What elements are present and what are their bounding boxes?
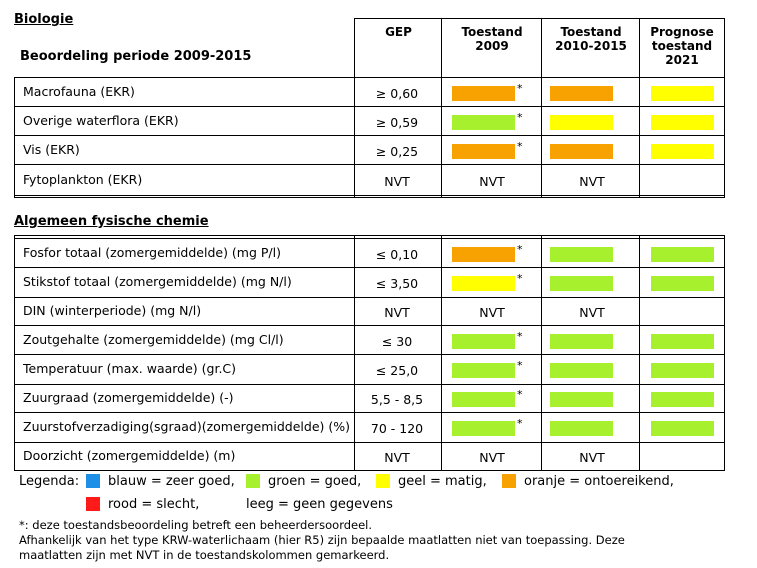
legend-red-swatch: [86, 497, 100, 511]
beheerdersoordeel-star: *: [517, 242, 523, 256]
t2009-status-bar: [452, 276, 515, 291]
p2021-status-bar: [651, 144, 714, 159]
legend-red-text: rood = slecht,: [108, 497, 200, 512]
beheerdersoordeel-star: *: [517, 81, 523, 95]
p2021-status-bar: [651, 115, 714, 130]
grid-vline: [14, 235, 15, 471]
grid-hline: [14, 238, 725, 239]
gep-value: ≥ 0,59: [375, 114, 419, 130]
legend-title: Legenda:: [19, 474, 80, 489]
beheerdersoordeel-star: *: [517, 110, 523, 124]
grid-vline: [441, 235, 442, 471]
gep-value: NVT: [384, 450, 410, 465]
t2010-status-bar: [550, 115, 613, 130]
grid-hline: [14, 384, 725, 385]
gep-value: ≤ 30: [381, 333, 413, 349]
biologie-section-title: Biologie: [14, 12, 74, 27]
t2009-nvt: NVT: [479, 305, 505, 320]
legend-blue-text: blauw = zeer goed,: [108, 474, 235, 489]
grid-hline: [14, 325, 725, 326]
grid-hline: [14, 164, 725, 165]
row-label: Fosfor totaal (zomergemiddelde) (mg P/l): [23, 244, 281, 260]
gep-value: 70 - 120: [370, 421, 424, 436]
grid-hline: [14, 135, 725, 136]
t2010-status-bar: [550, 86, 613, 101]
t2010-nvt: NVT: [579, 173, 605, 189]
t2009-status-bar: [452, 363, 515, 378]
row-label: DIN (winterperiode) (mg N/l): [23, 303, 202, 318]
grid-hline: [14, 77, 725, 78]
chemie-section-title: Algemeen fysische chemie: [14, 214, 209, 229]
t2010-status-bar: [550, 363, 613, 378]
grid-vline: [724, 235, 725, 471]
grid-hline: [14, 442, 725, 443]
legend-green-text: groen = goed,: [268, 474, 362, 489]
grid-hline: [14, 470, 725, 471]
row-label: Doorzicht (zomergemiddelde) (m): [23, 448, 236, 463]
legend-blue-swatch: [86, 474, 100, 488]
p2021-status-bar: [651, 276, 714, 291]
p2021-status-bar: [651, 392, 714, 407]
t2009-status-bar: [452, 144, 515, 159]
row-label: Zoutgehalte (zomergemiddelde) (mg Cl/l): [23, 331, 284, 347]
header-prognose-2021: Prognose toestand 2021: [650, 25, 714, 67]
gep-value: ≤ 0,10: [375, 246, 419, 262]
beheerdersoordeel-star: *: [517, 388, 523, 401]
t2009-status-bar: [452, 115, 515, 130]
gep-value: NVT: [384, 305, 410, 320]
grid-hline: [14, 354, 725, 355]
legend-green-swatch: [246, 474, 260, 488]
grid-hline: [14, 106, 725, 107]
t2009-status-bar: [452, 334, 515, 349]
row-label: Temperatuur (max. waarde) (gr.C): [23, 361, 237, 376]
legend-yellow-text: geel = matig,: [398, 474, 487, 489]
p2021-status-bar: [651, 363, 714, 378]
gep-value: NVT: [384, 173, 410, 189]
grid-vline: [639, 18, 640, 198]
grid-hline: [354, 18, 725, 19]
row-label: Stikstof totaal (zomergemiddelde) (mg N/l): [23, 274, 292, 289]
gep-value: ≥ 0,25: [375, 143, 419, 159]
row-label: Zuurstofverzadiging(sgraad)(zomergemiddelde) (%): [23, 419, 351, 434]
legend-orange-swatch: [502, 474, 516, 488]
biologie-subtitle: Beoordeling periode 2009-2015: [20, 49, 252, 64]
row-label: Overige waterflora (EKR): [23, 112, 179, 128]
row-label: Vis (EKR): [23, 141, 80, 157]
p2021-status-bar: [651, 421, 714, 436]
gep-value: 5,5 - 8,5: [370, 392, 424, 407]
grid-vline: [541, 235, 542, 471]
t2009-nvt: NVT: [479, 173, 505, 189]
beheerdersoordeel-star: *: [517, 329, 523, 343]
row-label: Macrofauna (EKR): [23, 83, 135, 99]
p2021-status-bar: [651, 247, 714, 262]
legend-empty-text: leeg = geen gegevens: [246, 497, 393, 512]
t2010-nvt: NVT: [579, 305, 605, 320]
p2021-status-bar: [651, 86, 714, 101]
grid-hline: [14, 297, 725, 298]
grid-vline: [14, 77, 15, 198]
t2010-status-bar: [550, 421, 613, 436]
p2021-status-bar: [651, 334, 714, 349]
t2010-status-bar: [550, 144, 613, 159]
t2010-status-bar: [550, 392, 613, 407]
legend-orange-text: oranje = ontoereikend,: [524, 474, 674, 489]
grid-hline: [14, 235, 725, 236]
note-line-3: maatlatten zijn met NVT in de toestandskolommen gemarkeerd.: [19, 548, 390, 562]
beheerdersoordeel-star: *: [517, 417, 523, 430]
t2010-nvt: NVT: [579, 450, 605, 465]
t2010-status-bar: [550, 334, 613, 349]
t2009-status-bar: [452, 392, 515, 407]
grid-hline: [14, 267, 725, 268]
legend-yellow-swatch: [376, 474, 390, 488]
row-label: Fytoplankton (EKR): [23, 171, 143, 187]
grid-hline: [14, 412, 725, 413]
note-line-2: Afhankelijk van het type KRW-waterlichaam (hier R5) zijn bepaalde maatlatten niet van toepassing. Deze: [19, 533, 625, 547]
t2010-status-bar: [550, 276, 613, 291]
grid-hline: [14, 195, 725, 196]
gep-value: ≤ 25,0: [375, 363, 419, 378]
beheerdersoordeel-star: *: [517, 359, 523, 372]
t2009-status-bar: [452, 86, 515, 101]
grid-hline: [14, 197, 725, 198]
grid-vline: [441, 18, 442, 198]
grid-vline: [354, 235, 355, 471]
t2009-status-bar: [452, 247, 515, 262]
header-toestand-2010-2015: Toestand 2010-2015: [555, 25, 627, 53]
grid-vline: [354, 18, 355, 198]
beheerdersoordeel-star: *: [517, 139, 523, 153]
grid-vline: [639, 235, 640, 471]
gep-value: ≤ 3,50: [375, 276, 419, 291]
note-star: *: deze toestandsbeoordeling betreft een beheerdersoordeel.: [19, 518, 373, 532]
t2009-nvt: NVT: [479, 450, 505, 465]
t2009-status-bar: [452, 421, 515, 436]
beheerdersoordeel-star: *: [517, 272, 523, 285]
gep-value: ≥ 0,60: [375, 85, 419, 101]
t2010-status-bar: [550, 247, 613, 262]
grid-vline: [724, 18, 725, 198]
grid-vline: [541, 18, 542, 198]
header-gep: GEP: [385, 25, 412, 39]
row-label: Zuurgraad (zomergemiddelde) (-): [23, 390, 234, 405]
header-toestand-2009: Toestand 2009: [461, 25, 523, 53]
